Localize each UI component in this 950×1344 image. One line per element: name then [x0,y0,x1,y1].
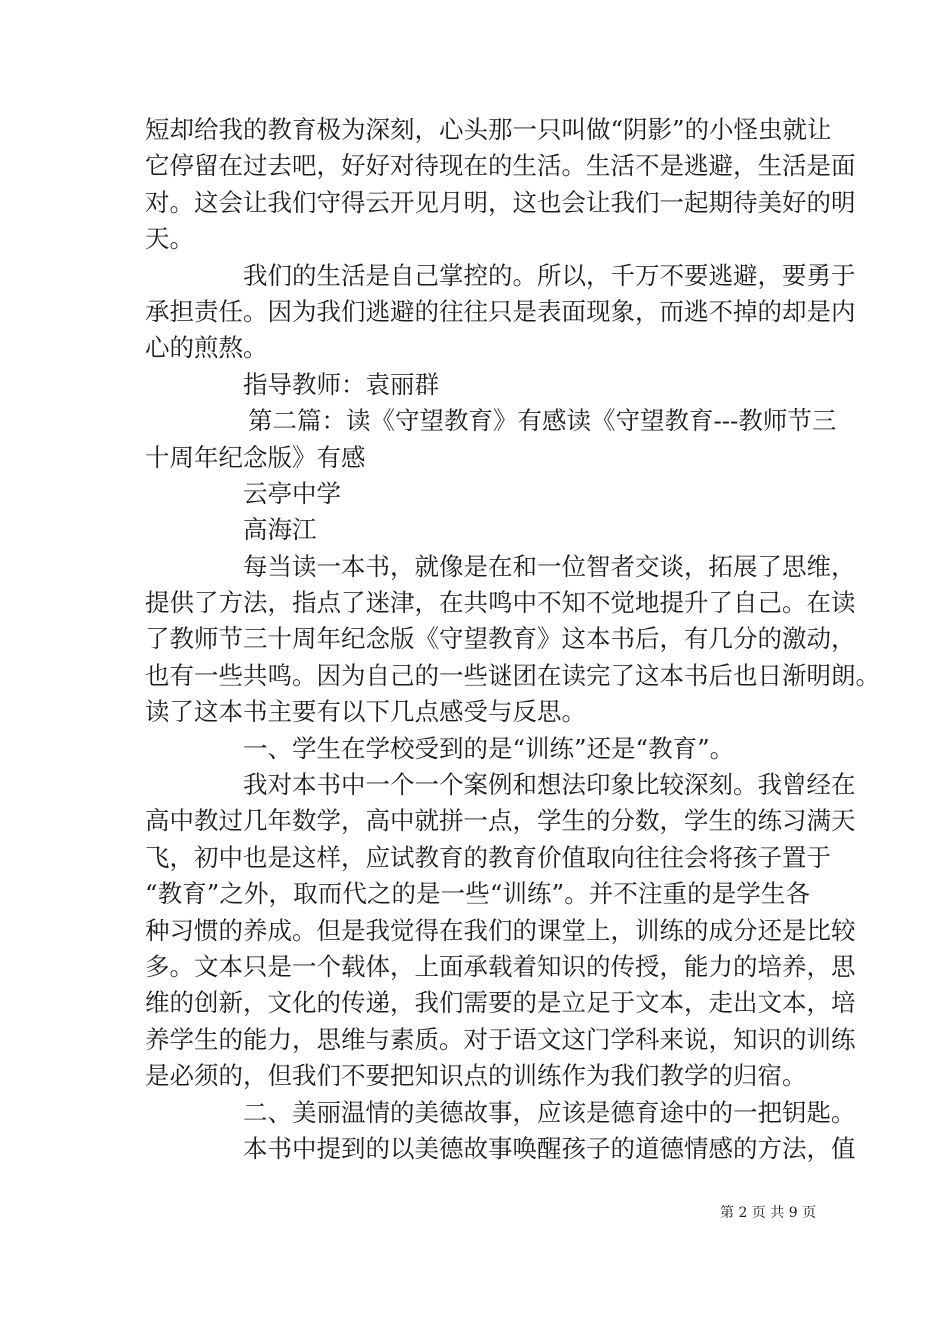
text-line: 多。文本只是一个载体，上面承载着知识的传授，能力的培养，思 [145,951,856,981]
text-line: 飞，初中也是这样，应试教育的教育价值取向往往会将孩子置于 [145,842,831,872]
text-line: 我对本书中一个一个案例和想法印象比较深刻。我曾经在 [243,770,856,800]
text-line: 也有一些共鸣。因为自己的一些谜团在读完了这本书后也日渐明朗。 [145,660,880,690]
text-line: 高海江 [243,515,317,545]
text-line: 对。这会让我们守得云开见月明，这也会让我们一起期待美好的明 [145,187,856,217]
text-line: 承担责任。因为我们逃避的往往只是表面现象，而逃不掉的却是内 [145,296,856,326]
text-line: 天。 [145,224,194,254]
text-line: 指导教师：袁丽群 [243,369,439,399]
text-line: 短却给我的教育极为深刻，心头那一只叫做“阴影”的小怪虫就让 [145,115,832,144]
text-line: 高中教过几年数学，高中就拼一点，学生的分数，学生的练习满天 [145,806,856,836]
text-line: 是必须的，但我们不要把知识点的训练作为我们教学的归宿。 [145,1061,807,1091]
page-number: 第 2 页 共 9 页 [720,1205,817,1221]
text-line: “教育”之外，取而代之的是一些“训练”。并不注重的是学生各 [145,879,810,909]
text-line: 维的创新，文化的传递，我们需要的是立足于文本，走出文本，培 [145,988,856,1018]
text-line: 本书中提到的以美德故事唤醒孩子的道德情感的方法，值 [243,1133,856,1163]
text-line: 提供了方法，指点了迷津，在共鸣中不知不觉地提升了自己。在读 [145,588,856,618]
text-line: 我们的生活是自己掌控的。所以，千万不要逃避，要勇于 [243,260,856,290]
text-line: 一、学生在学校受到的是“训练”还是“教育”。 [243,733,735,763]
text-line: 云亭中学 [243,478,341,508]
text-line: 读了这本书主要有以下几点感受与反思。 [145,697,586,727]
text-line: 二、美丽温情的美德故事，应该是德育途中的一把钥匙。 [243,1097,856,1127]
text-line: 养学生的能力，思维与素质。对于语文这门学科来说，知识的训练 [145,1024,856,1054]
text-line: 种习惯的养成。但是我觉得在我们的课堂上，训练的成分还是比较 [145,915,856,945]
text-line: 了教师节三十周年纪念版《守望教育》这本书后，有几分的激动， [145,624,856,654]
text-line: 十周年纪念版》有感 [145,442,366,472]
text-line: 它停留在过去吧，好好对待现在的生活。生活不是逃避，生活是面 [145,151,856,181]
body-text [145,112,880,1167]
text-line: 心的煎熬。 [145,333,268,363]
text-line: 第二篇：读《守望教育》有感读《守望教育---教师节三 [248,406,837,436]
text-line: 每当读一本书，就像是在和一位智者交谈，拓展了思维， [243,551,856,581]
